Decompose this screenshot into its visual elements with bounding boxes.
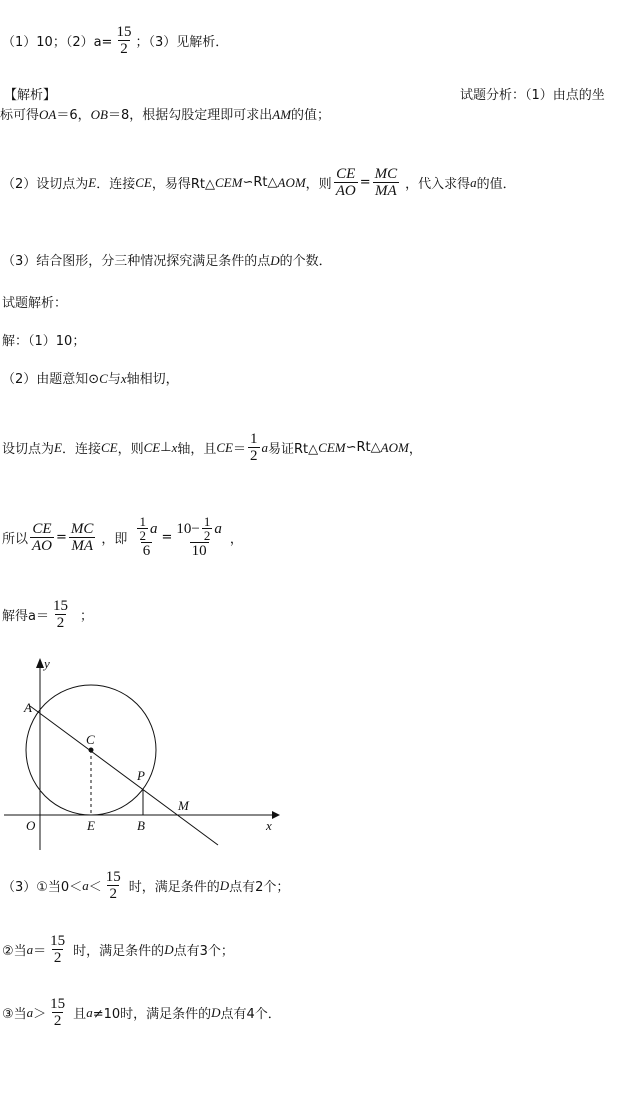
text: 标可得 bbox=[0, 108, 40, 123]
text: 轴，且 bbox=[177, 442, 217, 457]
frac-den: 2 bbox=[139, 528, 146, 543]
text: 所以 bbox=[2, 531, 29, 547]
text: ⊥ bbox=[160, 440, 172, 455]
analysis-right-text: 试题分析：（1）由点的坐 bbox=[460, 88, 605, 103]
solution-heading: 试题解析： bbox=[2, 296, 68, 311]
text: ＞ bbox=[33, 1007, 47, 1022]
answer-frac-num: 15 bbox=[116, 24, 132, 40]
part3-analysis bbox=[2, 250, 332, 269]
fraction-mc-ma bbox=[69, 521, 96, 554]
solution-proportion-line bbox=[2, 515, 243, 559]
label-x: x bbox=[266, 818, 272, 833]
frac-den: AO bbox=[335, 183, 356, 199]
label-o: O bbox=[26, 818, 36, 833]
geometry-figure bbox=[0, 650, 290, 855]
answer-fraction bbox=[114, 24, 133, 57]
text: ，代入求得 bbox=[405, 177, 471, 192]
var-a: a bbox=[149, 520, 158, 537]
fraction-mc-ma bbox=[373, 166, 400, 199]
frac-den: 2 bbox=[109, 886, 117, 902]
var-ob: OB bbox=[90, 107, 108, 122]
label-a: A bbox=[24, 700, 32, 715]
fraction-15-2 bbox=[48, 996, 67, 1029]
text: ， bbox=[408, 442, 422, 457]
label-m: M bbox=[178, 798, 189, 813]
var-a: a bbox=[261, 439, 269, 455]
frac-den: MA bbox=[375, 183, 397, 199]
var-d: D bbox=[211, 1004, 221, 1020]
point-c bbox=[89, 748, 94, 753]
text: ，易得Rt△ bbox=[151, 177, 216, 192]
y-axis-arrow bbox=[36, 658, 44, 668]
frac-den: 2 bbox=[53, 1013, 62, 1029]
inner-fraction bbox=[202, 515, 213, 542]
fraction-ce-ao bbox=[30, 521, 54, 554]
text: ．连接 bbox=[96, 177, 136, 192]
text: ∽Rt△ bbox=[345, 440, 381, 455]
var-x: x bbox=[120, 371, 127, 386]
var-am: AM bbox=[272, 107, 292, 122]
text: 设切点为 bbox=[2, 442, 55, 457]
text: ，则 bbox=[117, 442, 144, 457]
label-b: B bbox=[137, 818, 145, 833]
text: ，即 bbox=[101, 531, 128, 547]
text: ； bbox=[79, 609, 93, 624]
text: ＝6， bbox=[56, 108, 91, 123]
answer-frac-den: 2 bbox=[120, 41, 128, 57]
var-a: a bbox=[86, 1004, 93, 1020]
answer-line bbox=[2, 24, 228, 57]
label-c: C bbox=[86, 732, 95, 747]
text: 的值． bbox=[476, 177, 516, 192]
text: （3）①当0＜ bbox=[2, 880, 83, 895]
text: （2）由题意知⊙ bbox=[2, 372, 100, 387]
var-cem: CEM bbox=[215, 174, 243, 190]
fraction-15-2 bbox=[104, 869, 123, 902]
frac-num: 15 bbox=[50, 996, 66, 1012]
var-e: E bbox=[88, 174, 97, 190]
text: 与 bbox=[107, 372, 121, 387]
equals: = bbox=[161, 529, 173, 545]
solution-result-line bbox=[2, 598, 93, 631]
text: 时，满足条件的 bbox=[73, 944, 165, 959]
frac-num bbox=[174, 515, 223, 542]
case-1 bbox=[2, 869, 289, 902]
equals: ＝ bbox=[233, 442, 247, 457]
equals: = bbox=[359, 175, 371, 190]
var-aom: AOM bbox=[277, 174, 306, 190]
part2-analysis bbox=[2, 166, 516, 199]
frac-num: 15 bbox=[52, 598, 68, 614]
frac-num: 15 bbox=[105, 869, 121, 885]
text: （2）设切点为 bbox=[2, 177, 89, 192]
label-p: P bbox=[137, 768, 145, 783]
frac-den: 6 bbox=[142, 543, 151, 559]
text: （3）结合图形，分三种情况探究满足条件的点 bbox=[2, 254, 271, 269]
frac-den: 2 bbox=[203, 528, 211, 543]
text: ＝8，根据勾股定理即可求出 bbox=[107, 108, 273, 123]
frac-num: 1 bbox=[250, 431, 258, 447]
frac-den: 2 bbox=[250, 448, 258, 464]
text: 的值； bbox=[291, 108, 331, 123]
analysis-heading: 【解析】 bbox=[4, 88, 57, 103]
frac-num: MC bbox=[374, 166, 398, 182]
frac-num: MC bbox=[70, 520, 94, 537]
var-c: C bbox=[99, 371, 108, 386]
text: ≠10时，满足条件的 bbox=[92, 1007, 212, 1022]
label-y: y bbox=[44, 656, 50, 671]
var-a: a bbox=[26, 1004, 34, 1020]
var-ce: CE bbox=[216, 439, 233, 455]
frac-den: 2 bbox=[56, 615, 65, 631]
frac-den: 10 bbox=[191, 543, 207, 559]
solution-tangent-line bbox=[2, 431, 422, 464]
frac-den: 2 bbox=[53, 950, 62, 966]
var-a: a bbox=[26, 941, 34, 957]
frac-num bbox=[133, 515, 159, 542]
var-aom: AOM bbox=[380, 439, 409, 455]
frac-num: 15 bbox=[50, 933, 66, 949]
text: ②当 bbox=[2, 944, 27, 959]
text: 解得a＝ bbox=[2, 609, 49, 624]
var-oa: OA bbox=[39, 107, 57, 122]
var-a: a bbox=[82, 877, 89, 893]
text: 10− bbox=[176, 520, 200, 537]
var-a: a bbox=[470, 174, 477, 190]
fraction-10-minus-half-a-over-10 bbox=[174, 515, 223, 559]
var-a: a bbox=[214, 520, 222, 537]
var-ce: CE bbox=[135, 174, 152, 190]
answer-prefix: （1）10；（2）a= bbox=[2, 35, 113, 50]
text: ，则 bbox=[305, 177, 332, 192]
text: 点有3个； bbox=[173, 944, 234, 959]
frac-num: CE bbox=[336, 166, 356, 182]
frac-den: AO bbox=[32, 537, 53, 554]
text: ∽Rt△ bbox=[242, 175, 278, 190]
var-cem: CEM bbox=[318, 439, 346, 455]
var-d: D bbox=[164, 941, 174, 957]
fraction-ce-ao bbox=[334, 166, 358, 199]
var-d: D bbox=[219, 877, 230, 893]
answer-suffix: ；（3）见解析． bbox=[135, 35, 229, 50]
solution-part1: 解：（1）10； bbox=[2, 334, 86, 349]
label-e: E bbox=[87, 818, 95, 833]
frac-num: 1 bbox=[203, 514, 211, 529]
line-am bbox=[30, 706, 218, 845]
solution-part2-intro bbox=[2, 368, 179, 387]
analysis-line2 bbox=[0, 104, 330, 123]
text: ， bbox=[229, 531, 243, 547]
fraction-half-a-over-6 bbox=[133, 515, 159, 559]
var-ce: CE bbox=[100, 439, 118, 455]
fraction-half bbox=[248, 431, 260, 464]
case-3 bbox=[2, 996, 281, 1029]
text: 易证Rt△ bbox=[268, 442, 319, 457]
text: 且 bbox=[73, 1007, 87, 1022]
text: 的个数． bbox=[279, 254, 332, 269]
case-2 bbox=[2, 933, 234, 966]
frac-den: MA bbox=[71, 537, 93, 554]
fraction-15-2 bbox=[48, 933, 67, 966]
x-axis-arrow bbox=[272, 811, 280, 819]
var-d: D bbox=[270, 253, 280, 268]
text: 时，满足条件的 bbox=[128, 880, 220, 895]
text: ．连接 bbox=[61, 442, 101, 457]
text: ＜ bbox=[88, 880, 102, 895]
var-x: x bbox=[171, 439, 178, 455]
var-ce: CE bbox=[143, 439, 161, 455]
text: ＝ bbox=[33, 944, 47, 959]
frac-num: 1 bbox=[139, 514, 146, 529]
var-e: E bbox=[54, 439, 62, 455]
fraction-15-2 bbox=[51, 598, 70, 631]
text: 点有2个； bbox=[229, 880, 290, 895]
text: 轴相切， bbox=[126, 372, 179, 387]
frac-num: CE bbox=[32, 520, 52, 537]
equals: = bbox=[56, 529, 67, 545]
inner-fraction bbox=[137, 515, 148, 542]
text: 点有4个． bbox=[220, 1007, 281, 1022]
text: ③当 bbox=[2, 1007, 27, 1022]
